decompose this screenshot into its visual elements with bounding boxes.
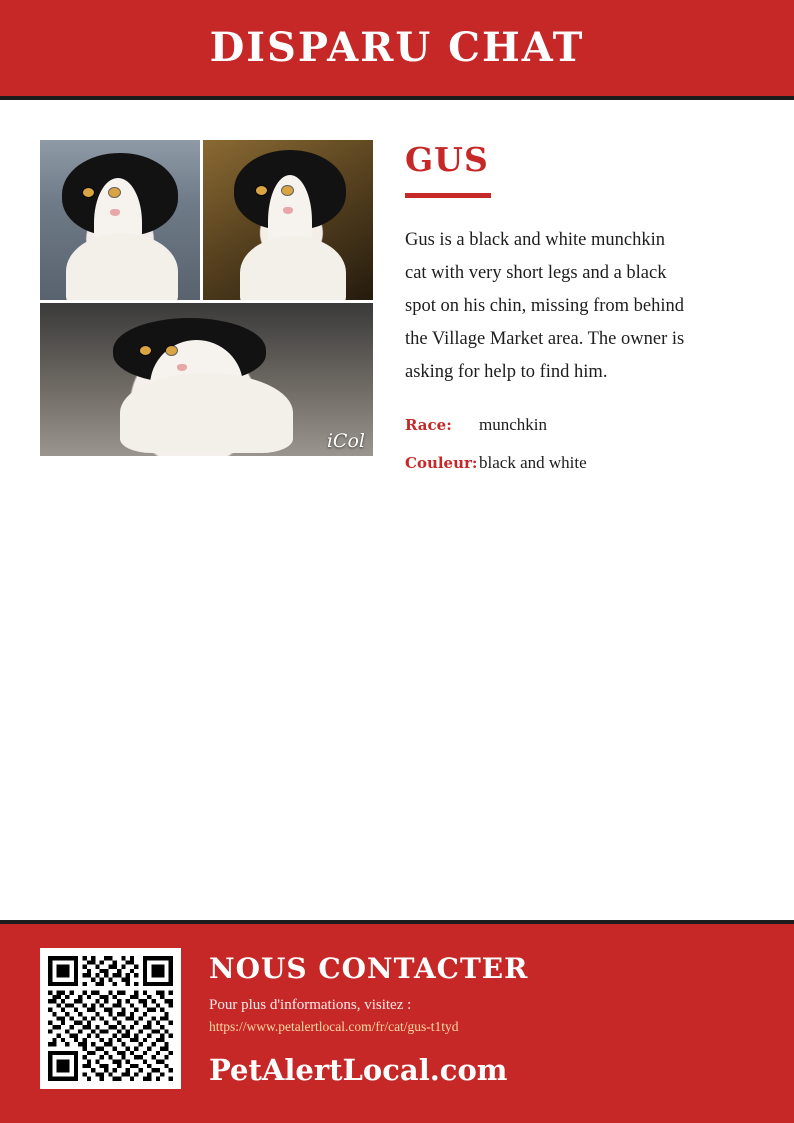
qr-code-container[interactable] xyxy=(40,948,181,1089)
attribute-label-race: Race: xyxy=(405,415,452,434)
photo-cat-bottom[interactable] xyxy=(40,303,373,456)
photo-gallery xyxy=(40,140,373,456)
cat-body-shape xyxy=(66,233,178,300)
footer-text-block xyxy=(181,948,528,1087)
photo-cat-top-left[interactable] xyxy=(40,140,200,300)
title-divider xyxy=(405,193,491,198)
cat-nose xyxy=(177,364,187,371)
footer-subtitle: Pour plus d'informations, visitez : xyxy=(209,997,412,1013)
pet-description: Gus is a black and white munchkin cat with very short legs and a black spot on his chin, missing from behind the Village Market area. The owner is asking for help to find him. xyxy=(405,230,685,382)
footer-link[interactable]: https://www.petalertlocal.com/fr/cat/gus-t1tyd xyxy=(209,1019,459,1034)
cat-eye-left xyxy=(140,346,151,355)
attribute-row-race xyxy=(405,415,754,435)
photo-gallery-row-top xyxy=(40,140,373,300)
main-content xyxy=(0,100,794,920)
attribute-label-couleur: Couleur: xyxy=(405,453,478,472)
cat-body-shape xyxy=(240,236,345,300)
attribute-value-couleur: black and white xyxy=(479,452,587,472)
cat-eye-right xyxy=(166,346,177,355)
qr-code-icon xyxy=(48,956,173,1081)
cat-body-shape xyxy=(120,373,293,453)
attribute-row-couleur xyxy=(405,453,754,473)
footer-title: NOUS CONTACTER xyxy=(209,952,529,985)
photo-cat-top-right[interactable] xyxy=(203,140,373,300)
page-header xyxy=(0,0,794,100)
page-footer xyxy=(0,920,794,1123)
pet-name: GUS xyxy=(405,140,489,179)
footer-brand: PetAlertLocal.com xyxy=(209,1053,508,1087)
page-title: DISPARU CHAT xyxy=(209,24,585,71)
attribute-value-race: munchkin xyxy=(479,414,547,434)
pet-info xyxy=(373,140,754,491)
photo-watermark: iCol xyxy=(326,430,365,452)
